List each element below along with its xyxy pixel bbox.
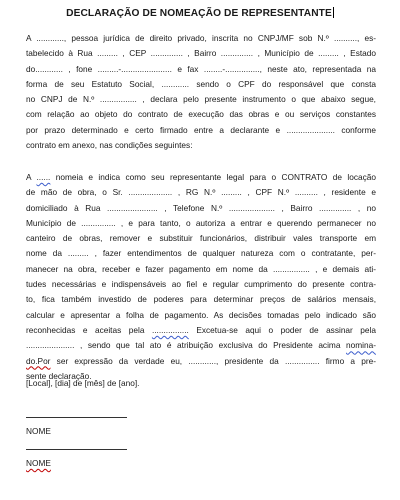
text-line: ..................... , sendo que tal ato é atribuição exclusiva do Presidente acima nomina-: [26, 340, 376, 351]
text-line: de mão de obra, o Sr. ................... , RG N.º ......... , CPF N.º .......... , residente e: [26, 187, 376, 198]
signature-name: NOME: [26, 426, 51, 436]
signature-name: NOME: [26, 458, 51, 468]
text-line: sente declaração.: [26, 370, 92, 381]
text-line: calcular e apresentar a folha de pagamento. As decisões tomadas pelo indicado são: [26, 309, 376, 320]
text-line: do.Por ser expressão da verdade eu, ............, presidente da ............... firmo a pre-: [26, 355, 376, 366]
text-line: domiciliado à Rua ...................... , Telefone N.º .................... , Bairro .............. , no: [26, 202, 376, 213]
text-line: nome da ......... , fazer entendimentos de qualquer natureza com o contratante, per-: [26, 248, 376, 259]
document-title: DECLARAÇÃO DE NOMEAÇÃO DE REPRESENTANTE: [66, 8, 332, 19]
text-cursor: [333, 7, 334, 18]
text-line: forma de seu Estatuto Social, ............ sendo o CPF do responsável que consta: [26, 78, 376, 89]
paragraph-company-info: [26, 31, 376, 153]
signature-line: [26, 449, 127, 450]
text-line: do............ , fone .........-...................... e fax ........-..............., neste ato, representada na: [26, 63, 376, 74]
date-line: [Local], [dia] de [mês] de [ano].: [26, 378, 140, 388]
text-line: por prazo determinado e certo firmado entre a declarante e ..................... conforme: [26, 124, 376, 135]
spellcheck-mark: nomina-: [346, 340, 376, 351]
text-line: to, fica também investido de poderes para determinar preços de salários mensais,: [26, 294, 376, 305]
text-line: contrato em anexo, nas condições seguintes:: [26, 140, 193, 151]
text-line: reconhecidas e aceitas pela ................ Excetua-se aqui o poder de assinar pela: [26, 324, 376, 335]
spellcheck-mark: ......: [36, 172, 51, 182]
text-line: canteiro de obras, remover e substituir funcionários, distribuir vales transporte em: [26, 233, 376, 244]
text-line: no CNPJ de N.º ................ , declara pelo presente instrumento o que abaixo segue,: [26, 94, 376, 105]
text-line: tudes necessárias e indispensáveis ao fiel e regular cumprimento do presente contra-: [26, 279, 376, 290]
text-line: A ...... nomeia e indica como seu representante legal para o CONTRATO de locação: [26, 172, 376, 182]
signature-line: [26, 417, 127, 418]
spellcheck-mark: do.Por: [26, 355, 51, 366]
text-line: tabelecido à Rua ......... , CEP .............. , Bairro .............. , Município de ......... , Estado: [26, 48, 376, 59]
text-line: A ............, pessoa jurídica de direito privado, inscrita no CNPJ/MF sob N.º .........., es-: [26, 33, 376, 43]
spellcheck-mark: ................: [151, 324, 189, 335]
text-line: Município de ............... , e para tanto, o autoriza a entrar e querendo permanecer no: [26, 217, 376, 228]
paragraph-representative: [26, 170, 376, 384]
text-line: manecer na obra, receber e fazer pagamento em nome da ................ , e demais ati-: [26, 263, 376, 274]
text-line: com relação ao objeto do contrato de execução das obras e ou serviços constantes: [26, 109, 376, 120]
